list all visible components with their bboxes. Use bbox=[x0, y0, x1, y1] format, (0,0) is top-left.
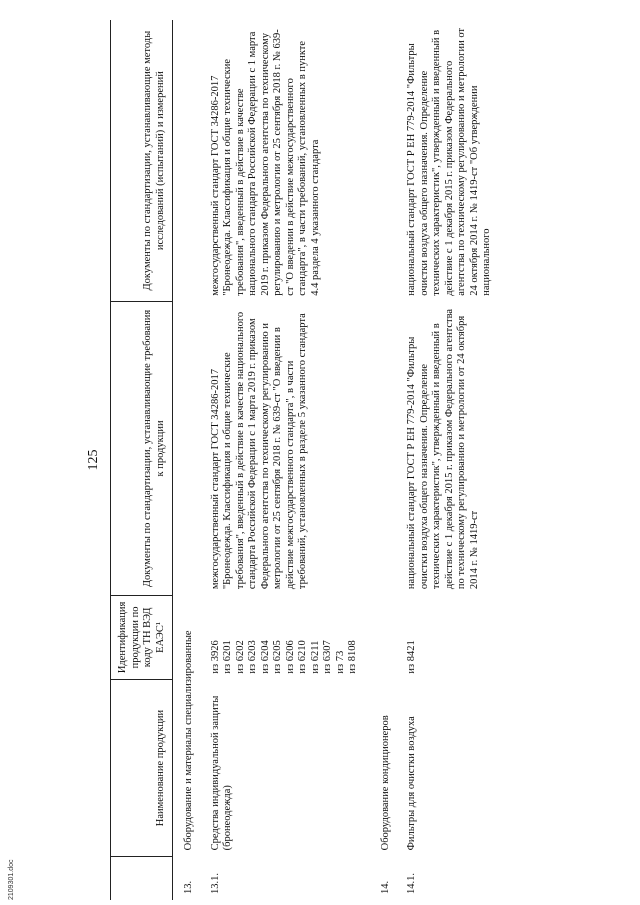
code-item: из 6211 bbox=[309, 640, 321, 674]
header-requirements: Документы по стандартизации, устанавливающие требования к продукции bbox=[111, 302, 173, 595]
section-title: Оборудование и материалы специализированные bbox=[183, 630, 194, 851]
table-row bbox=[398, 20, 504, 900]
header-product-name: Наименование продукции bbox=[111, 680, 173, 857]
row-number: 14.1. bbox=[406, 873, 417, 894]
methods-doc: национальный стандарт ГОСТ Р ЕН 779-2014 "Фильтры очистки воздуха общего назначения. Определение технических характеристик", утвержденный и введенный в действие с 1 декабря 2015 г. приказом Федерального агентства по техническому регулированию и метрологии от 24 октября 2014 г. № 1419-ст "Об утверждении национального bbox=[406, 27, 492, 296]
products-table bbox=[110, 20, 504, 900]
page-number: 125 bbox=[86, 449, 101, 471]
table-header bbox=[111, 20, 173, 900]
footer-doc-code bbox=[8, 830, 18, 900]
requirements-doc: межгосударственный стандарт ГОСТ 34286-2017 "Бронеодежда. Классификация и общие технические требования", введенный в действие в качестве национального стандарта Российской Федерации с 1 марта 2019 г. приказом Федерального агентства по техническому регулированию и метрологии от 25 сентября 2018 г. № 639-ст "О введении в действие межгосударственного стандарта", в части требований, установленных в разделе 5 указанного стандарта bbox=[209, 311, 308, 590]
methods-doc: межгосударственный стандарт ГОСТ 34286-2017 "Бронеодежда. Классификация и общие технические требования", введенный в действие в качестве национального стандарта Российской Федерации с 1 марта 2019 г. приказом Федерального агентства по техническому регулированию и метрологии от 25 сентября 2018 г. № 639-ст "О введении в действие межгосударственного стандарта", в части требований, установленных в пункте 4.4 раздела 4 указанного стандарта bbox=[209, 29, 321, 296]
code-item: из 8421 bbox=[406, 640, 417, 674]
requirements-doc: национальный стандарт ГОСТ Р ЕН 779-2014 "Фильтры очистки воздуха общего назначения. Определение технических характеристик", утвержденный и введенный в действие с 1 декабря 2015 г. приказом Федерального агентства по техническому регулированию и метрологии от 24 октября 2014 г. № 1419-ст bbox=[406, 308, 480, 590]
product-name: Фильтры для очистки воздуха bbox=[406, 716, 417, 851]
product-name: Средства индивидуальной защиты (бронеодежда) bbox=[209, 695, 233, 851]
code-item: из 3926 bbox=[209, 640, 221, 674]
code-item: из 6307 bbox=[322, 640, 333, 674]
header-methods: Документы по стандартизации, устанавливающие методы исследований (испытаний) и измерений bbox=[111, 20, 173, 302]
product-codes bbox=[202, 595, 370, 680]
rotated-content bbox=[70, 20, 590, 900]
code-item: из 6210 bbox=[297, 640, 308, 674]
code-item: из 6206 bbox=[284, 640, 296, 674]
code-item: из 6205 bbox=[272, 640, 283, 674]
code-item: из 8108 bbox=[347, 640, 358, 674]
table-row bbox=[202, 20, 370, 900]
section-row bbox=[370, 20, 399, 900]
code-item: из 6204 bbox=[259, 640, 271, 674]
product-codes bbox=[398, 595, 504, 680]
code-item: из 6203 bbox=[247, 640, 258, 674]
section-row bbox=[173, 20, 202, 900]
header-code: Идентификация продукции по коду ТН ВЭД ЕАЭС¹ bbox=[111, 595, 173, 680]
header-num bbox=[111, 856, 173, 900]
section-number: 14. bbox=[379, 880, 391, 894]
section-number: 13. bbox=[183, 880, 194, 894]
section-title: Оборудование кондиционеров bbox=[379, 715, 391, 851]
footer-doc-code-text: 2109301.doc bbox=[8, 859, 15, 900]
row-number: 13.1. bbox=[209, 873, 221, 894]
code-item: из 73 bbox=[334, 650, 346, 674]
code-item: из 6202 bbox=[234, 640, 246, 674]
code-item: из 6201 bbox=[222, 640, 233, 674]
